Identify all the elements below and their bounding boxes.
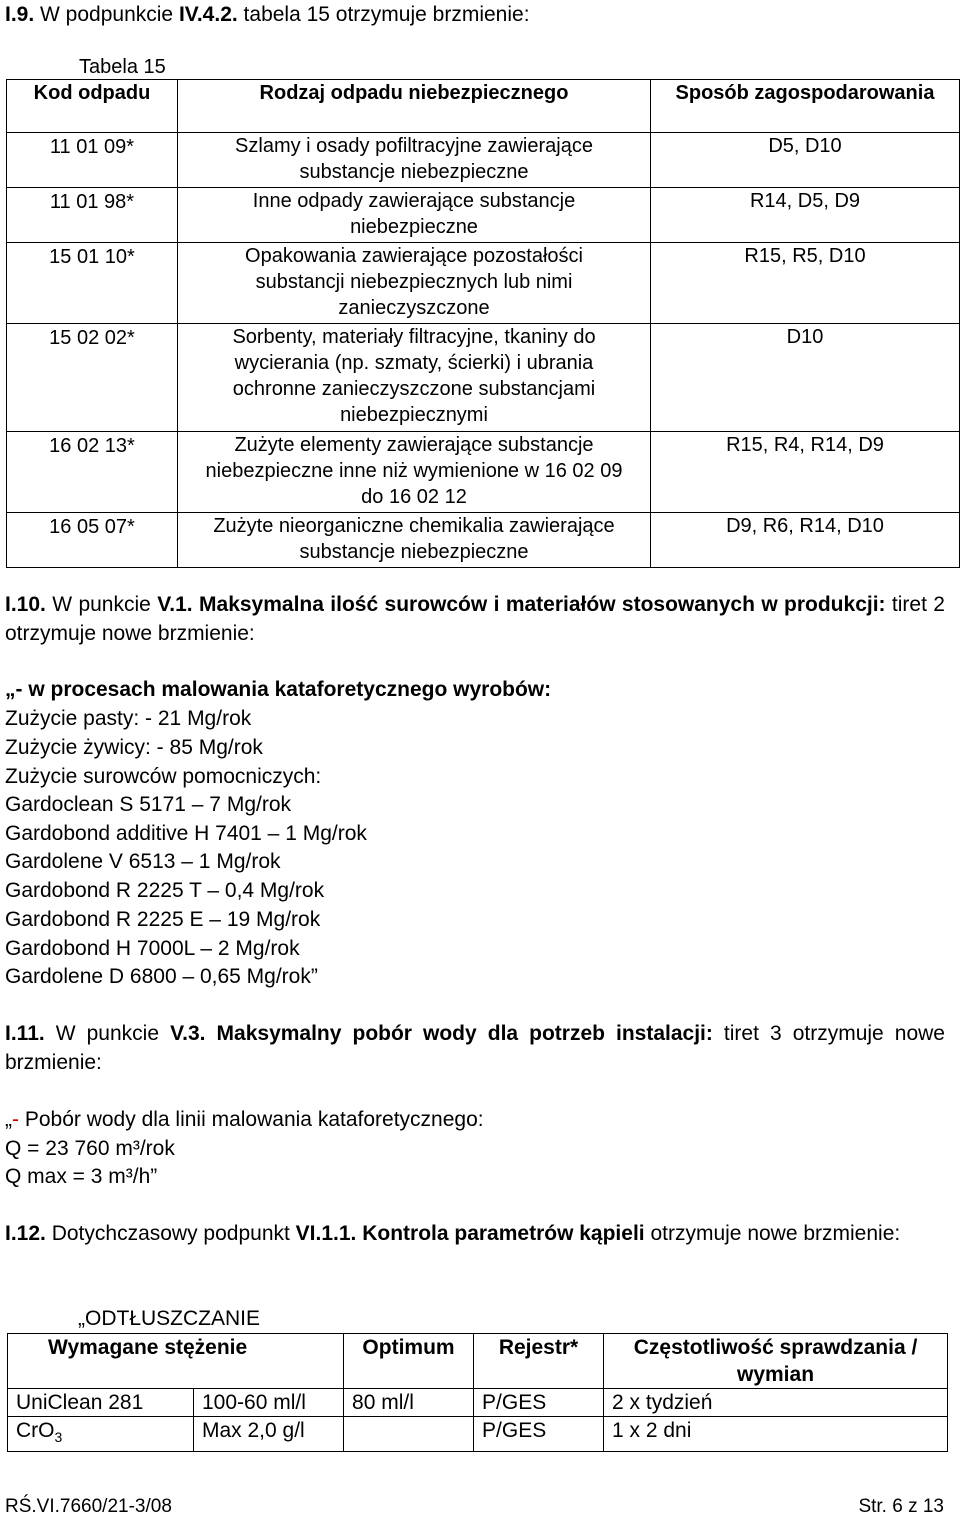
substance-name — [8, 1417, 194, 1452]
list-item: Gardoclean S 5171 – 7 Mg/rok — [5, 793, 292, 816]
table-header-row — [7, 80, 960, 133]
waste-code: 15 02 02* — [7, 324, 178, 432]
document-reference: RŚ.VI.7660/21-3/08 — [5, 1496, 172, 1517]
quote-heading — [5, 675, 551, 704]
table-row — [7, 188, 960, 243]
heading-text: W punkcie — [45, 593, 158, 616]
waste-code: 16 05 07* — [7, 513, 178, 568]
quote-line — [5, 1105, 484, 1134]
frequency-value: 2 x tydzień — [604, 1389, 948, 1417]
col-header-type: Rodzaj odpadu niebezpiecznego — [178, 80, 651, 133]
quote-dash: - — [12, 1108, 19, 1131]
col-header-register: Rejestr* — [474, 1334, 604, 1389]
section-heading-i12 — [5, 1219, 945, 1248]
table-row — [8, 1389, 948, 1417]
table-row — [7, 324, 960, 432]
frequency-value: 1 x 2 dni — [604, 1417, 948, 1452]
table-caption: Tabela 15 — [79, 56, 166, 78]
heading-text: Dotychczasowy podpunkt — [45, 1222, 296, 1245]
list-item: Q max = 3 m³/h” — [5, 1165, 158, 1188]
col-header-method: Sposób zagospodarowania — [651, 80, 960, 133]
table-row — [8, 1417, 948, 1452]
section-heading-i10 — [5, 590, 945, 648]
waste-desc: Opakowania zawierające pozostałości substancji niebezpiecznych lub nimi zanieczyszczone — [178, 243, 651, 324]
degreasing-table — [7, 1333, 948, 1452]
list-item: Zużycie surowców pomocniczych: — [5, 765, 322, 788]
waste-desc: Inne odpady zawierające substancje niebezpieczne — [178, 188, 651, 243]
col-header-code: Kod odpadu — [7, 80, 178, 133]
list-item: Gardolene V 6513 – 1 Mg/rok — [5, 850, 281, 873]
quote-heading-text: „- w procesach malowania kataforetycznego wyrobów: — [5, 678, 552, 701]
heading-text: tiret 2 otrzymuje nowe brzmienie: — [5, 593, 945, 645]
optimum-value: 80 ml/l — [344, 1389, 474, 1417]
section-number: I.11. — [5, 1022, 45, 1045]
table-row — [7, 513, 960, 568]
table-row — [7, 432, 960, 513]
heading-text: W punkcie — [44, 1022, 171, 1045]
heading-text: tiret 3 otrzymuje nowe brzmienie: — [5, 1022, 945, 1074]
substance-formula: CrO — [16, 1419, 55, 1442]
quote-mark: „ — [5, 1108, 12, 1131]
formula-subscript: 3 — [54, 1429, 63, 1446]
col-header-optimum: Optimum — [344, 1334, 474, 1389]
section-ref: V.1. Maksymalna ilość surowców i materiałów stosowanych w produkcji: — [157, 593, 886, 616]
waste-desc: Zużyte nieorganiczne chemikalia zawierające substancje niebezpieczne — [178, 513, 651, 568]
list-item: Zużycie pasty: - 21 Mg/rok — [5, 707, 252, 730]
list-item: Gardobond R 2225 E – 19 Mg/rok — [5, 908, 321, 931]
section-heading-i11 — [5, 1019, 945, 1077]
waste-desc: Sorbenty, materiały filtracyjne, tkaniny do wycierania (np. szmaty, ścierki) i ubrania ochronne zanieczyszczone substancjami niebezpiecznymi — [178, 324, 651, 432]
heading-text: W podpunkcie — [34, 3, 179, 26]
heading-text: otrzymuje nowe brzmienie: — [644, 1222, 901, 1245]
waste-table — [6, 79, 960, 568]
register-value: P/GES — [474, 1389, 604, 1417]
list-item: Gardobond additive H 7401 – 1 Mg/rok — [5, 822, 367, 845]
table-row — [7, 243, 960, 324]
optimum-value — [344, 1417, 474, 1452]
section-heading-i9 — [5, 0, 530, 29]
list-item: Gardolene D 6800 – 0,65 Mg/rok” — [5, 965, 318, 988]
required-concentration: Max 2,0 g/l — [194, 1417, 344, 1452]
section-ref: VI.1.1. Kontrola parametrów kąpieli — [295, 1222, 645, 1245]
section-ref: IV.4.2. — [178, 3, 238, 26]
waste-method: D10 — [651, 324, 960, 432]
list-item: Q = 23 760 m³/rok — [5, 1137, 175, 1160]
col-header-concentration: Wymagane stężenie — [8, 1334, 344, 1389]
section-number: I.12. — [5, 1222, 46, 1245]
waste-method: R15, R5, D10 — [651, 243, 960, 324]
waste-method: R14, D5, D9 — [651, 188, 960, 243]
quote-text: Pobór wody dla linii malowania kataforetycznego: — [19, 1108, 484, 1131]
waste-method: D5, D10 — [651, 133, 960, 188]
substance-name: UniClean 281 — [8, 1389, 194, 1417]
waste-method: R15, R4, R14, D9 — [651, 432, 960, 513]
list-item: Gardobond R 2225 T – 0,4 Mg/rok — [5, 879, 325, 902]
table-row — [7, 133, 960, 188]
waste-code: 11 01 98* — [7, 188, 178, 243]
list-item: Zużycie żywicy: - 85 Mg/rok — [5, 736, 263, 759]
heading-text: tabela 15 otrzymuje brzmienie: — [237, 3, 530, 26]
table-header-row — [8, 1334, 948, 1389]
list-item: Gardobond H 7000L – 2 Mg/rok — [5, 937, 300, 960]
section-ref: V.3. Maksymalny pobór wody dla potrzeb instalacji: — [170, 1022, 713, 1045]
register-value: P/GES — [474, 1417, 604, 1452]
required-concentration: 100-60 ml/l — [194, 1389, 344, 1417]
section-number: I.9. — [5, 3, 35, 26]
table-caption: „ODTŁUSZCZANIE — [78, 1307, 261, 1330]
section-number: I.10. — [5, 593, 46, 616]
col-header-frequency: Częstotliwość sprawdzania / wymian — [604, 1334, 948, 1389]
waste-desc: Szlamy i osady pofiltracyjne zawierające substancje niebezpieczne — [178, 133, 651, 188]
page-number: Str. 6 z 13 — [858, 1496, 944, 1517]
waste-method: D9, R6, R14, D10 — [651, 513, 960, 568]
waste-desc: Zużyte elementy zawierające substancje niebezpieczne inne niż wymienione w 16 02 09 do 16 02 12 — [178, 432, 651, 513]
waste-code: 16 02 13* — [7, 432, 178, 513]
waste-code: 11 01 09* — [7, 133, 178, 188]
waste-code: 15 01 10* — [7, 243, 178, 324]
